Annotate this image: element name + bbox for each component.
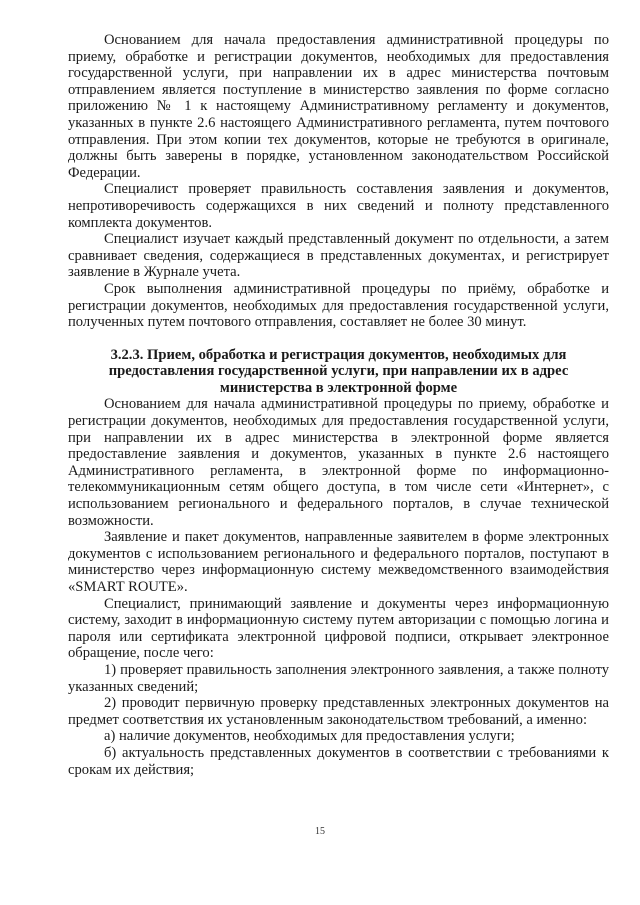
paragraph-specialist-checks: Специалист проверяет правильность составления заявления и документов, непротиворечивость содержащихся в них сведений и полноту представленного комплекта документов. xyxy=(68,181,609,231)
paragraph-specialist-studies: Специалист изучает каждый представленный документ по отдельности, а затем сравнивает сведения, содержащиеся в представленных документах, и регистрирует заявление в Журнале учета. xyxy=(68,231,609,281)
paragraph-electronic-basis: Основанием для начала административной процедуры по приему, обработке и регистрации документов, необходимых для предоставления государственной услуги, при направлении их в адрес министерства в электронной форме является предоставление заявления и документов, указанных в пункте 2.6 настоящего Административного регламента, в электронной форме по информационно-телекоммуникационным сетям общего доступа, в том числе сети «Интернет», с использованием регионального и федерального порталов, в случае технической возможности. xyxy=(68,396,609,529)
paragraph-postal-deadline: Срок выполнения административной процедуры по приёму, обработке и регистрации документов, необходимых для предоставления государственной услуги, полученных путем почтового отправления, составляет не более 30 минут. xyxy=(68,280,609,331)
paragraph-specialist-logs-in: Специалист, принимающий заявление и документы через информационную систему, заходит в информационную систему путем авторизации с помощью логина и пароля или сертификата электронной цифровой подписи, открывает электронное обращение, после чего: xyxy=(68,595,609,662)
section-heading-3-2-3: 3.2.3. Прием, обработка и регистрация документов, необходимых для предоставления государственной услуги, при направлении их в адрес министерства в электронной форме xyxy=(108,346,569,396)
paragraph-postal-basis: Основанием для начала предоставления административной процедуры по приему, обработке и регистрации документов, необходимых для предоставления государственной услуги, при направлении их в адрес министерства почтовым отправлением является поступление в министерство заявления по форме согласно приложению № 1 к настоящему Административному регламенту и документов, указанных в пункте 2.6 настоящего Административного регламента, путем почтового отправления. При этом копии тех документов, которые не требуются в оригинале, должны быть заверены в порядке, установленном законодательством Российской Федерации. xyxy=(68,32,609,181)
page-number: 15 xyxy=(315,826,325,837)
list-item-b-documents-actual: б) актуальность представленных документов в соответствии с требованиями к срокам их действия; xyxy=(68,744,609,778)
list-item-1-check-filling: 1) проверяет правильность заполнения электронного заявления, а также полноту указанных сведений; xyxy=(68,661,609,695)
list-item-a-documents-present: а) наличие документов, необходимых для предоставления услуги; xyxy=(104,728,515,745)
paragraph-smart-route: Заявление и пакет документов, направленные заявителем в форме электронных документов с использованием регионального и федерального порталов, поступают в министерство через информационную систему межведомственного взаимодействия «SMART ROUTE». xyxy=(68,529,609,595)
list-item-2-primary-check: 2) проводит первичную проверку представленных электронных документов на предмет соответствия их установленным законодательством требований, а именно: xyxy=(68,695,609,728)
document-page xyxy=(68,32,609,778)
